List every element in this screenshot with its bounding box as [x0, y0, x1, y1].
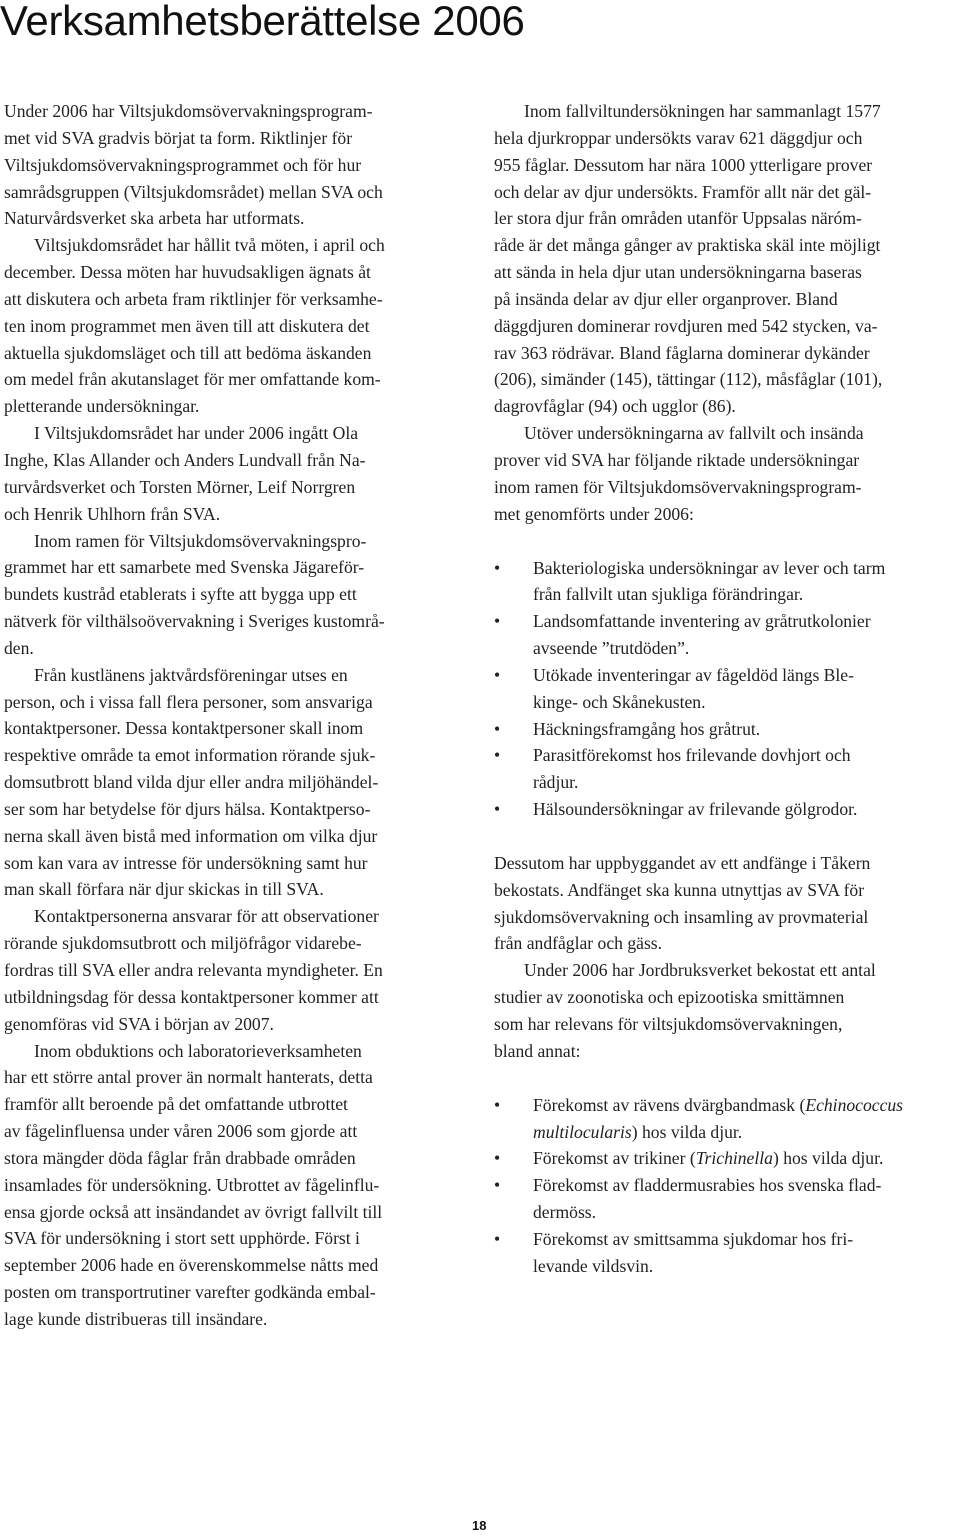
paragraph: I Viltsjukdomsrådet har under 2006 ingått Ola Inghe, Klas Allander och Anders Lundvall från Na- turvårdsverket och Torsten Mörner, Leif Norrgren och Henrik Uhlhorn från SVA. — [4, 423, 366, 524]
paragraph: Viltsjukdomsrådet har hållit två möten, i april och december. Dessa möten har huvudsakligen ägnats åt att diskutera och arbeta fram riktlinjer för verksamhe- ten inom programmet men även till att diskutera det aktuella sjukdomsläget och till att bedöma äskanden om medel från akutanslaget för mer omfattande kom- pletterande undersökningar. — [4, 235, 385, 417]
page-number: 18 — [472, 1518, 487, 1533]
list-item: • Parasitförekomst hos frilevande dovhjort och rådjur. — [494, 742, 958, 796]
list-item: • Förekomst av rävens dvärgbandmask (Echinococcus multilocularis) hos vilda djur. — [494, 1092, 958, 1146]
paragraph: Dessutom har uppbyggandet av ett andfänge i Tåkern bekostats. Andfänget ska kunna utnyttjas av SVA för sjukdomsövervakning och insamling av provmaterial från andfåglar och gäss. — [494, 852, 871, 954]
right-column — [494, 98, 958, 1280]
list-item: • Häckningsframgång hos gråtrut. — [494, 716, 958, 743]
list-item: • Utökade inventeringar av fågeldöd längs Ble- kinge- och Skånekusten. — [494, 662, 958, 716]
bullet-icon: • — [494, 1148, 501, 1169]
bullet-icon: • — [494, 611, 501, 632]
list-item: • Förekomst av trikiner (Trichinella) hos vilda djur. — [494, 1145, 958, 1172]
survey-list — [494, 555, 958, 823]
study-list — [494, 1092, 958, 1280]
list-item: • Hälsoundersökningar av frilevande gölgrodor. — [494, 796, 958, 823]
bullet-icon: • — [494, 745, 501, 766]
list-item: • Förekomst av smittsamma sjukdomar hos fri- levande vildsvin. — [494, 1226, 958, 1280]
paragraph: Från kustlänens jaktvårdsföreningar utses en person, och i vissa fall flera personer, som ansvariga kontaktpersoner. Dessa kontaktpersoner skall inom respektive område ta emot information rörande sjuk- domsutbrott bland vilda djur eller andra miljöhändel- ser som har betydelse för djurs hälsa. Kontaktperso- nerna skall även bistå med information om vilka djur som kan vara av intresse för undersökning samt hur man skall förfara när djur skickas in till SVA. — [4, 664, 379, 900]
bullet-icon: • — [494, 1094, 501, 1115]
paragraph: Utöver undersökningarna av fallvilt och insända prover vid SVA har följande riktade undersökningar inom ramen för Viltsjukdomsövervakningsprogram- met genomförts under 2006: — [494, 423, 864, 524]
page-title: Verksamhetsberättelse 2006 — [0, 0, 525, 44]
bullet-icon: • — [494, 664, 501, 685]
paragraph: Inom ramen för Viltsjukdomsövervakningspro- grammet har ett samarbete med Svenska Jägareför- bundets kustråd etablerats i syfte att bygga upp ett nätverk för vilthälsoövervakning i Sveriges kustområ- den. — [4, 530, 385, 658]
paragraph: Inom obduktions och laboratorieverksamheten har ett större antal prover än normalt hanterats, detta framför allt beroende på det omfattande utbrottet av fågelinfluensa under våren 2006 som gjorde att stora mängder döda fåglar från drabbade områden insamlades för undersökning. Utbrottet av fågelinflu- ensa gjorde också att insändandet av övrigt fallvilt till SVA för undersökning i stort sett upphörde. Först i september 2006 hade en överenskommelse nåtts med posten om transportrutiner varefter godkända embal- lage kunde distribueras till insändare. — [4, 1040, 383, 1329]
left-column — [4, 98, 465, 1333]
bullet-icon: • — [494, 1175, 501, 1196]
bullet-icon: • — [494, 799, 501, 820]
bullet-icon: • — [494, 718, 501, 739]
bullet-icon: • — [494, 557, 501, 578]
paragraph: Under 2006 har Jordbruksverket bekostat ett antal studier av zoonotiska och epizootiska smittämnen som har relevans för viltsjukdomsövervakningen, bland annat: — [494, 960, 876, 1061]
list-item: • Bakteriologiska undersökningar av lever och tarm från fallvilt utan sjukliga förändringar. — [494, 555, 958, 609]
list-item: • Förekomst av fladdermusrabies hos svenska flad- dermöss. — [494, 1172, 958, 1226]
paragraph: Inom fallviltundersökningen har sammanlagt 1577 hela djurkroppar undersökts varav 621 däggdjur och 955 fåglar. Dessutom har nära 1000 ytterligare prover och delar av djur undersökts. Framför allt när det gäl- ler stora djur från områden utanför Uppsalas näróm- råde är det många gånger av praktiska skäl inte möjligt att sända in hela djur utan undersökningarna baseras på insända delar av djur eller organprover. Bland däggdjuren dominerar rovdjuren med 542 stycken, va- rav 363 rödrävar. Bland fåglarna dominerar dykänder (206), simänder (145), tättingar (112), måsfåglar (101), dagrovfåglar (94) och ugglor (86). — [494, 101, 883, 417]
bullet-icon: • — [494, 1228, 501, 1249]
paragraph: Under 2006 har Viltsjukdomsövervakningsprogram- met vid SVA gradvis börjat ta form. Riktlinjer för Viltsjukdomsövervakningsprogrammet och för hur samrådsgruppen (Viltsjukdomsrådet) mellan SVA och Naturvårdsverket ska arbeta har utformats. — [4, 101, 383, 229]
paragraph: Kontaktpersonerna ansvarar för att observationer rörande sjukdomsutbrott och miljöfrågor vidarebe- fordras till SVA eller andra relevanta myndigheter. En utbildningsdag för dessa kontaktpersoner kommer att genomföras vid SVA i början av 2007. — [4, 906, 383, 1034]
list-item: • Landsomfattande inventering av gråtrutkolonier avseende ”trutdöden”. — [494, 608, 958, 662]
